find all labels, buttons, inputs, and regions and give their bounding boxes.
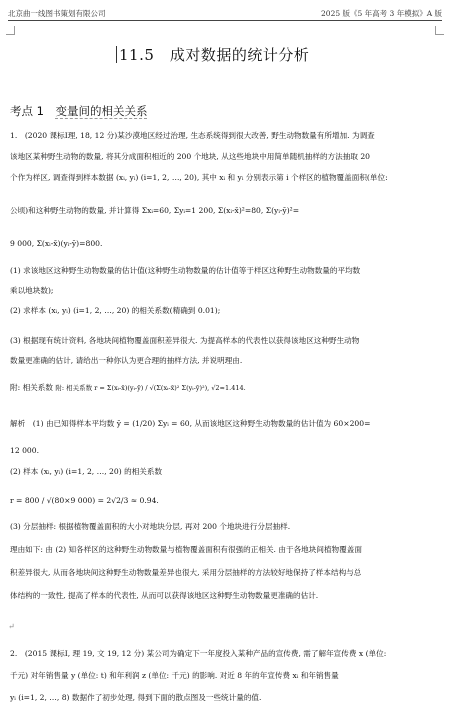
q1-line-4: 公顷)和这种野生动物的数量, 并计算得 Σxᵢ=60, Σyᵢ=1 200, Σ(xᵢ-x̄)²=80, Σ(yᵢ-ȳ)²=	[10, 206, 300, 215]
section-name: 变量间的相关关系	[55, 104, 148, 118]
header-right: 2025 版《5 年高考 3 年模拟》A 版	[321, 9, 442, 18]
section-heading	[10, 103, 147, 119]
q1-part-3b: 数量更准确的估计, 请给出一种你认为更合理的抽样方法, 并说明理由.	[10, 356, 243, 365]
sol1-equation: r = 800 / √(80×9 000) = 2√2/3 ≈ 0.94.	[10, 496, 159, 505]
q2-line-3: yᵢ (i=1, 2, …, 8) 数据作了初步处理, 得到下面的散点图及一些统计量的值.	[10, 693, 262, 702]
q1-formula-note	[10, 382, 440, 394]
q2-line-1: 2. (2015 课标Ⅰ, 理 19, 文 19, 12 分) 某公司为确定下一年度投入某种产品的宣传费, 需了解年宣传费 x (单位:	[10, 649, 387, 658]
q1-part-1b: 乘以地块数);	[10, 286, 54, 295]
section-label: 考点 1	[10, 104, 44, 118]
q1-line-1: 1. (2020 课标Ⅰ理, 18, 12 分)某沙漠地区经过治理, 生态系统得到很大改善, 野生动物数量有所增加. 为调查	[10, 131, 375, 140]
sol1-reason-2: 积差异很大, 从而各地块间这种野生动物数量差异也很大, 采用分层抽样的方法较好地保持了样本结构与总	[10, 568, 362, 577]
header-left: 北京曲一线图书策划有限公司	[8, 9, 106, 18]
note-label: 附: 相关系数	[10, 383, 53, 392]
q1-line-2: 该地区某种野生动物的数量, 将其分成面积相近的 200 个地块, 从这些地块中用简单随机抽样的方法抽取 20	[10, 152, 370, 161]
q2-line-2: 千元) 对年销售量 y (单位: t) 和年利润 z (单位: 千元) 的影响. 对近 8 年的年宣传费 xᵢ 和年销售量	[10, 671, 339, 680]
sol1-reason-1: 理由如下: 由 (2) 知各样区的这种野生动物数量与植物覆盖面积有很强的正相关. 由于各地块间植物覆盖面	[10, 545, 362, 554]
sol1-reason-3: 体结构的一致性, 提高了样本的代表性, 从而可以获得该地区这种野生动物数量更准确的估计.	[10, 591, 319, 600]
note-formula: 附: 相关系数 r = Σ(xᵢ-x̄)(yᵢ-ȳ) / √(Σ(xᵢ-x̄)² Σ(yᵢ-ȳ)²), √2≈1.414.	[55, 384, 246, 392]
q1-part-2: (2) 求样本 (xᵢ, yᵢ) (i=1, 2, …, 20) 的相关系数(精确到 0.01);	[10, 306, 221, 315]
page-title: 11.5 成对数据的统计分析	[116, 44, 309, 65]
sol1-line-3: (3) 分层抽样: 根据植物覆盖面积的大小对地块分层, 再对 200 个地块进行分层抽样.	[10, 522, 291, 531]
sol1-line-1b: 12 000.	[10, 446, 39, 455]
q1-part-3a: (3) 根据现有统计资料, 各地块间植物覆盖面积差异很大. 为提高样本的代表性以获得该地区这种野生动物	[10, 336, 360, 345]
text-cursor	[116, 46, 117, 63]
sol1-line-2: (2) 样本 (xᵢ, yᵢ) (i=1, 2, …, 20) 的相关系数	[10, 467, 163, 476]
sol1-line-1: 解析 (1) 由已知得样本平均数 ȳ = (1/20) Σyᵢ = 60, 从而该地区这种野生动物数量的估计值为 60×200=	[10, 419, 371, 428]
q1-line-3: 个作为样区, 调查得到样本数据 (xᵢ, yᵢ) (i=1, 2, …, 20), 其中 xᵢ 和 yᵢ 分别表示第 i 个样区的植物覆盖面积(单位:	[10, 173, 388, 182]
q1-part-1a: (1) 求该地区这种野生动物数量的估计值(这种野生动物数量的估计值等于样区这种野生动物数量的平均数	[10, 266, 361, 275]
q1-line-5: 9 000, Σ(xᵢ-x̄)(yᵢ-ȳ)=800.	[10, 239, 103, 248]
page-header	[8, 6, 442, 21]
margin-corner-right	[435, 26, 444, 35]
margin-corner-left	[6, 26, 15, 35]
anchor-mark-icon: ↵	[8, 622, 15, 631]
